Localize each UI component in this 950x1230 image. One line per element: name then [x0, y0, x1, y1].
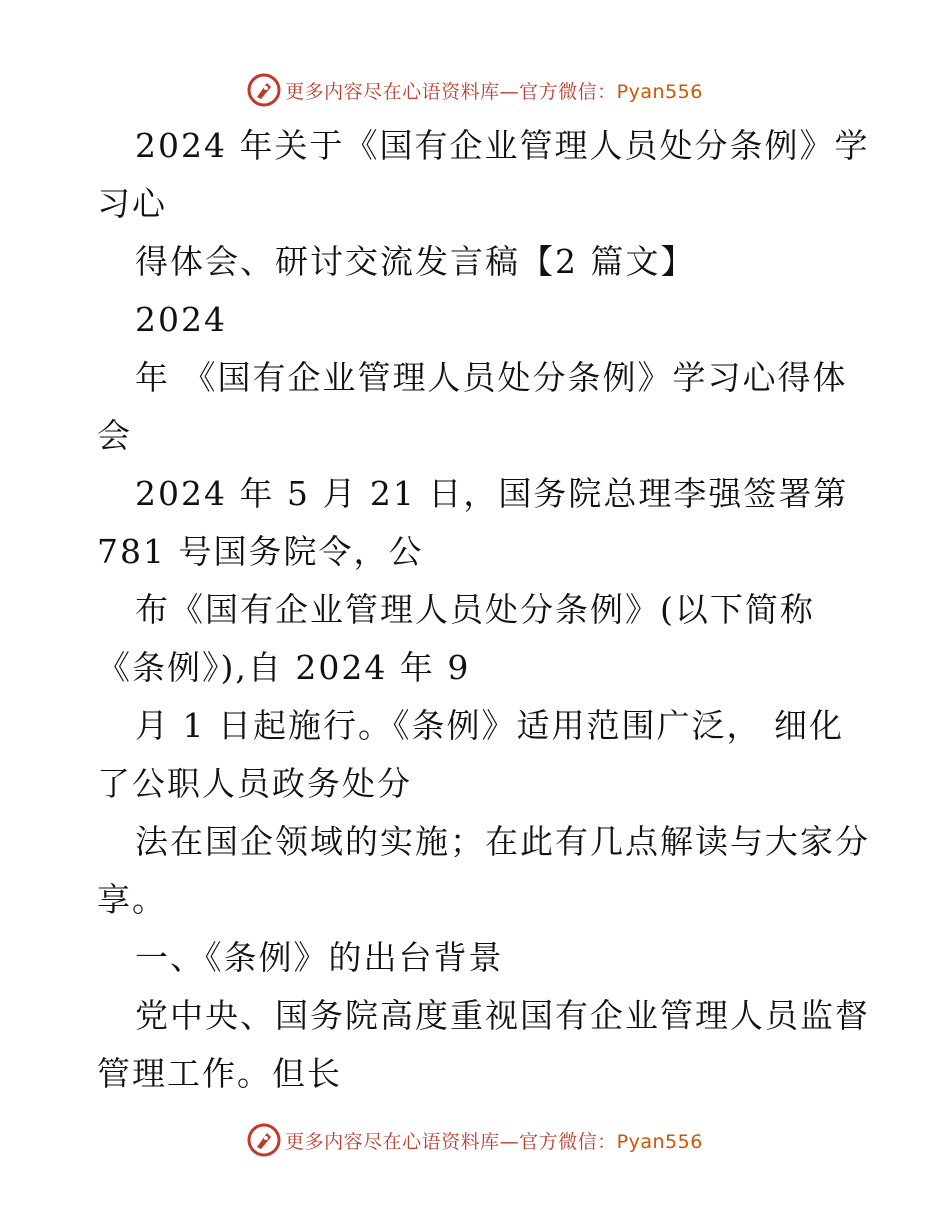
- footer-banner: [0, 1120, 950, 1160]
- paragraph-line: 781 号国务院令，公: [97, 532, 424, 571]
- title-line-2: 习心: [97, 184, 167, 223]
- pen-nib-logo-icon: [247, 1123, 281, 1157]
- paragraph-line: 享。: [97, 880, 167, 919]
- title-line-3: 得体会、研讨交流发言稿【2 篇文】: [135, 242, 696, 281]
- title-line-1: 2024 年关于《国有企业管理人员处分条例》学: [135, 126, 870, 165]
- subtitle-line-1: 2024: [135, 300, 227, 339]
- paragraph-line: 《条例》),自 2024 年 9: [97, 648, 471, 687]
- paragraph-line: 2024 年 5 月 21 日，国务院总理李强签署第: [135, 474, 849, 513]
- paragraph-line: 法在国企领域的实施；在此有几点解读与大家分: [135, 822, 870, 861]
- paragraph-line: 管理工作。但长: [97, 1054, 342, 1093]
- section-heading: 一、《条例》的出台背景: [135, 938, 504, 977]
- paragraph-line: 布《国有企业管理人员处分条例》(以下简称: [135, 590, 815, 629]
- banner-text: 更多内容尽在心语资料库—官方微信：Pyan556: [285, 1130, 703, 1153]
- paragraph-line: 月 1 日起施行。《条例》适用范围广泛， 细化: [135, 706, 844, 745]
- banner-text: 更多内容尽在心语资料库—官方微信：Pyan556: [285, 80, 703, 103]
- subtitle-line-3: 会: [97, 416, 132, 455]
- paragraph-line: 了公职人员政务处分: [97, 764, 412, 803]
- subtitle-line-2: 年 《国有企业管理人员处分条例》学习心得体: [135, 358, 848, 397]
- paragraph-line: 党中央、国务院高度重视国有企业管理人员监督: [135, 996, 870, 1035]
